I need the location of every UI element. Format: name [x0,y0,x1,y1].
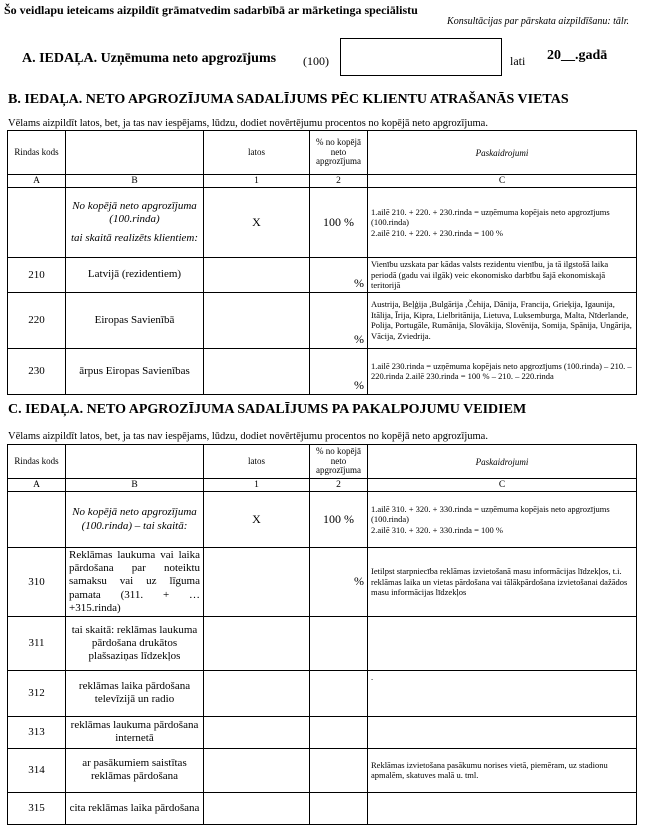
section-c-table [7,444,637,825]
row-percent-input[interactable] [310,748,368,792]
row-percent-input[interactable] [310,616,368,670]
row-desc: cita reklāmas laika pārdošana [66,792,204,824]
row-latos-input[interactable] [204,716,310,748]
consultation-note: Konsultācijas par pārskata aizpildīšanu: tālr. [447,16,629,27]
row-explanation [368,716,637,748]
total-expl-1: 1.ailē 310. + 320. + 330.rinda = uzņēmuma kopējais neto apgrozījums (100.rinda) [371,503,610,525]
index-1: 1 [204,175,310,188]
total-desc-sub: tai skaitā realizēts klientiem: [71,232,198,245]
row-desc: ar pasākumiem saistītas reklāmas pārdošana [66,748,204,792]
row-desc: reklāmas laukuma pārdošana internetā [66,716,204,748]
section-b-table [7,130,637,395]
section-c-note: Vēlams aizpildīt latos, bet, ja tas nav iespējams, lūdzu, dodiet novērtējumu procentos no kopējā neto apgrozījuma. [8,431,488,442]
index-c: C [368,479,637,492]
total-expl-1: 1.ailē 210. + 220. + 230.rinda = uzņēmuma kopējais neto apgrozījums (100.rinda) [371,206,610,228]
col-header-percent: % no kopējā neto apgrozījuma [310,131,368,175]
total-desc: No kopējā neto apgrozījuma (100.rinda) – tai skaitā: [66,492,204,548]
section-b-title: B. IEDAĻA. NETO APGROZĪJUMA SADALĪJUMS PĒC KLIENTU ATRAŠANĀS VIETAS [8,92,569,107]
row-desc: Latvijā (rezidentiem) [66,258,204,293]
total-desc-main: No kopējā neto apgrozījuma (100.rinda) [72,199,197,225]
index-1: 1 [204,479,310,492]
row-code: 311 [8,616,66,670]
section-b-note: Vēlams aizpildīt latos, bet, ja tas nav iespējams, lūdzu, dodiet novērtējumu procentos no kopējā neto apgrozījuma. [8,118,488,129]
section-c-title: C. IEDAĻA. NETO APGROZĪJUMA SADALĪJUMS PA PAKALPOJUMU VEIDIEM [8,402,527,417]
section-a-unit: lati [510,54,526,68]
row-percent-input[interactable] [310,670,368,716]
col-header-code: Rindas kods [8,445,66,479]
total-desc [66,188,204,258]
row-desc: reklāmas laika pārdošana televīzijā un radio [66,670,204,716]
total-code [8,188,66,258]
row-latos-input[interactable] [204,670,310,716]
col-header-desc [66,445,204,479]
form-instruction: Šo veidlapu ieteicams aizpildīt grāmatvedim sadarbībā ar mārketinga speciālistu [4,3,418,17]
row-explanation: Reklāmas izvietošana pasākumu norises vietā, piemēram, uz stadionu apmalēm, skatuves malā u. tml. [368,748,637,792]
row-explanation [368,792,637,824]
section-a-year: 20__.gadā [547,48,608,63]
index-c: C [368,175,637,188]
row-explanation: Vienību uzskata par kādas valsts rezidentu vienību, ja tā ilgstošā laika periodā (gadu vai ilgāk) veic ekonomisko darbību šajā ekonomiskajā teritorijā [368,258,637,293]
row-percent-input[interactable]: % [310,348,368,394]
row-percent-input[interactable]: % [310,548,368,617]
row-code: 314 [8,748,66,792]
col-header-code: Rindas kods [8,131,66,175]
total-expl-2: 2.ailē 210. + 220. + 230.rinda = 100 % [371,227,503,238]
row-percent-input[interactable]: % [310,258,368,293]
total-percent: 100 % [310,492,368,548]
section-a-code: (100) [303,54,329,68]
row-explanation: Ietilpst starpniecība reklāmas izvietošanā masu informācijas līdzekļos, t.i. reklāmas laika un vietas pārdošana vai tālākpārdošana izvietošanai dažādos masu informācijas līdzekļos [368,548,637,617]
total-latos: X [204,492,310,548]
row-code: 315 [8,792,66,824]
row-desc: tai skaitā: reklāmas laukuma pārdošana drukātos plašsaziņas līdzekļos [66,616,204,670]
row-latos-input[interactable] [204,748,310,792]
row-percent-input[interactable]: % [310,292,368,348]
col-header-latos: latos [204,445,310,479]
row-code: 312 [8,670,66,716]
total-percent: 100 % [310,188,368,258]
row-explanation: Austrija, Beļģija ,Bulgārija ,Čehija, Dānija, Francija, Grieķija, Igaunija, Itālija, Īrija, Kipra, Lielbritānija, Lietuva, Luksemburga, Malta, Nīderlande, Polija, Portugāle, Rumānija, Slovākija, Slovēnija, Somija, Spānija, Ungārija, Vācija, Zviedrija. [368,292,637,348]
row-code: 220 [8,292,66,348]
row-code: 210 [8,258,66,293]
col-header-percent: % no kopējā neto apgrozījuma [310,445,368,479]
row-desc: ārpus Eiropas Savienības [66,348,204,394]
row-latos-input[interactable] [204,616,310,670]
row-code: 310 [8,548,66,617]
index-2: 2 [310,479,368,492]
row-explanation: . [368,670,637,716]
row-latos-input[interactable] [204,548,310,617]
row-explanation [368,616,637,670]
total-code [8,492,66,548]
row-code: 313 [8,716,66,748]
index-b: B [66,175,204,188]
index-a: A [8,175,66,188]
index-b: B [66,479,204,492]
index-a: A [8,479,66,492]
row-desc: Reklāmas laukuma vai laika pārdošana par noteiktu samaksu vai uz līguma pamata (311. + … +315.rinda) [66,548,204,617]
col-header-desc [66,131,204,175]
col-header-latos: latos [204,131,310,175]
row-explanation: 1.ailē 230.rinda = uzņēmuma kopējais neto apgrozījums (100.rinda) – 210. – 220.rinda 2.ailē 230.rinda = 100 % – 210. – 220.rinda [368,348,637,394]
row-desc: Eiropas Savienībā [66,292,204,348]
row-percent-input[interactable] [310,792,368,824]
row-code: 230 [8,348,66,394]
row-latos-input[interactable] [204,292,310,348]
col-header-explanation: Paskaidrojumi [368,445,637,479]
total-explanation [368,188,637,258]
total-latos: X [204,188,310,258]
col-header-explanation: Paskaidrojumi [368,131,637,175]
section-a-title: A. IEDAĻA. Uzņēmuma neto apgrozījums [22,51,277,66]
total-explanation [368,492,637,548]
total-expl-2: 2.ailē 310. + 320. + 330.rinda = 100 % [371,524,503,535]
row-percent-input[interactable] [310,716,368,748]
row-latos-input[interactable] [204,258,310,293]
row-latos-input[interactable] [204,792,310,824]
net-turnover-input[interactable] [340,38,502,76]
index-2: 2 [310,175,368,188]
row-latos-input[interactable] [204,348,310,394]
